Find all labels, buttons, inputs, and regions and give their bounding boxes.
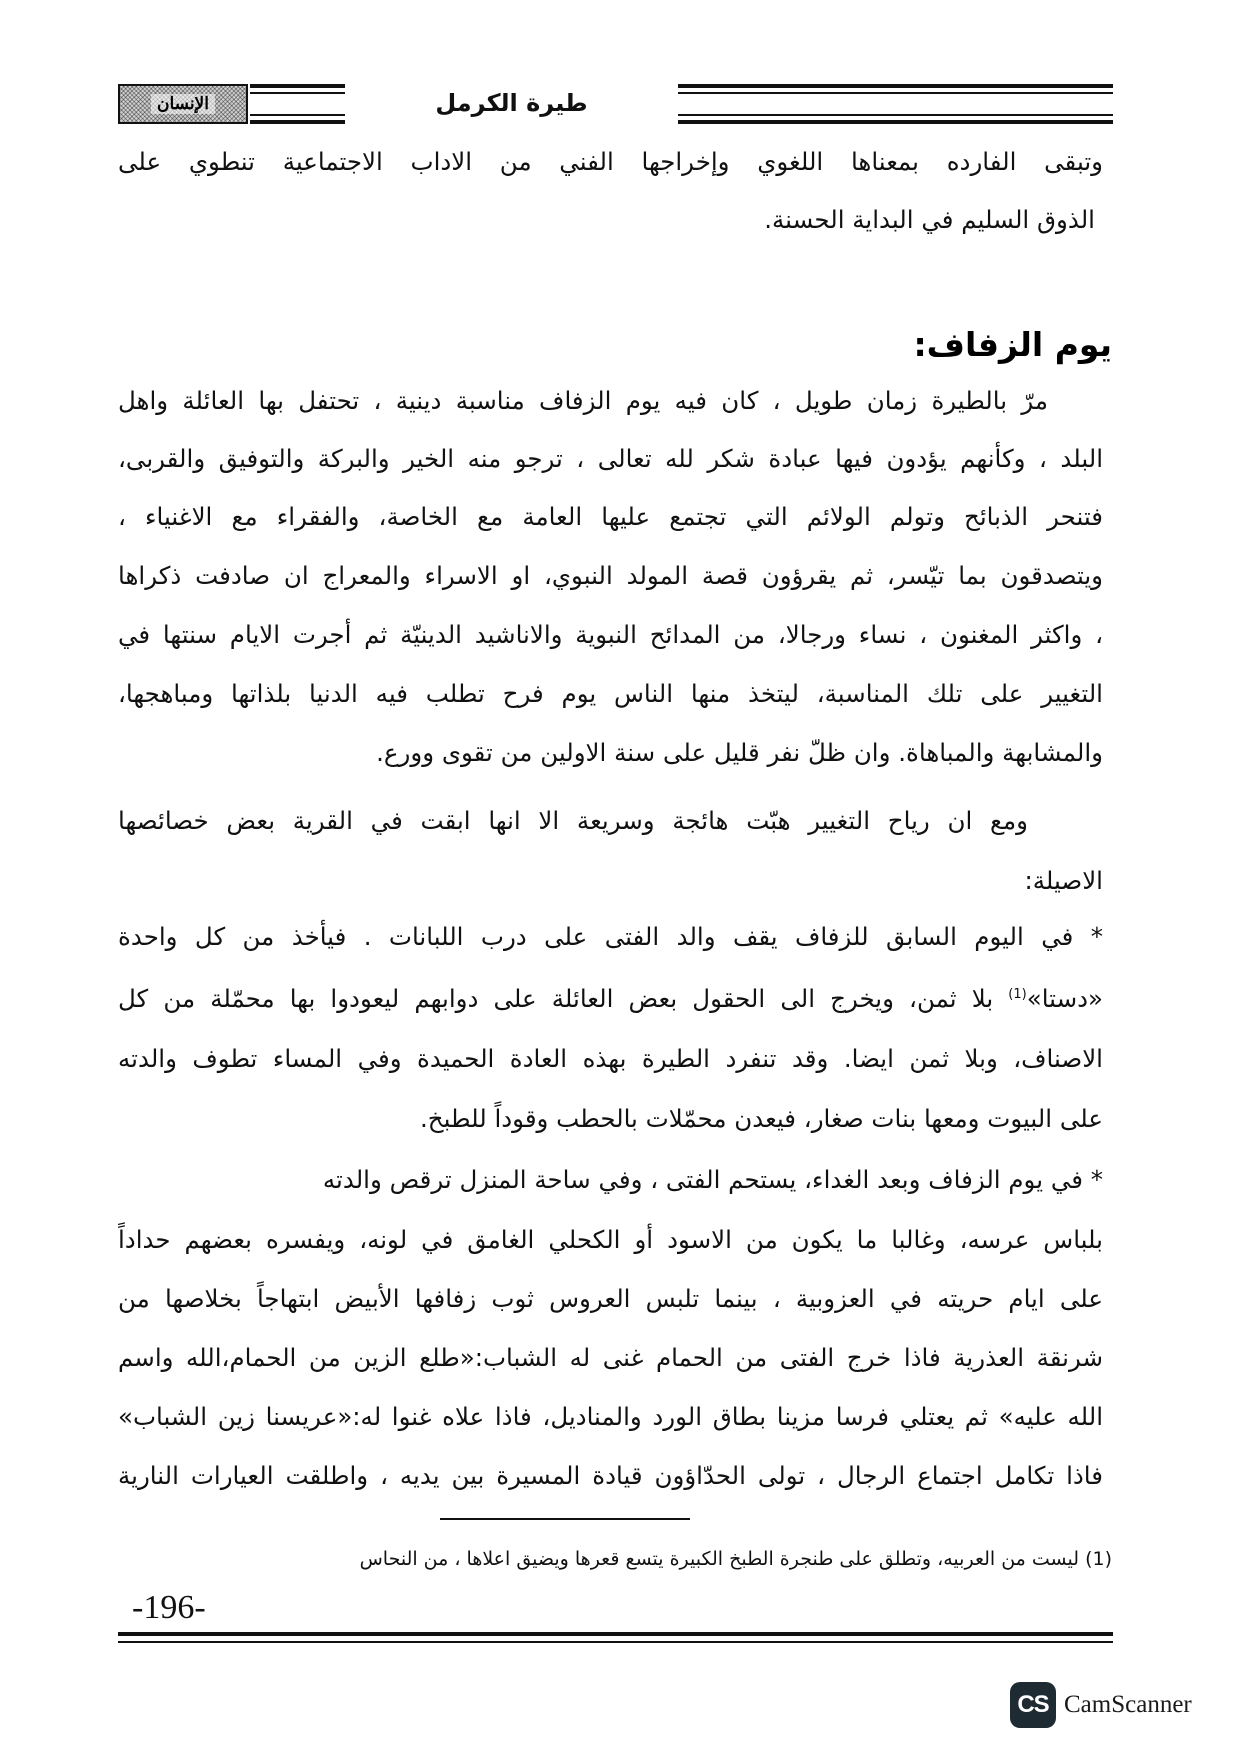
line-text: بلا ثمن، ويخرج الى الحقول بعض العائلة على دوابهم ليعودوا بها محمّلة من كل bbox=[118, 984, 994, 1013]
page-header bbox=[118, 78, 1113, 132]
text-line: بلباس عرسه، وغالبا ما يكون من الاسود أو الكحلي الغامق في لونه، ويفسره بعضهم حداداً bbox=[118, 1225, 1103, 1254]
intro-paragraph bbox=[118, 142, 1103, 242]
text-line: شرنقة العذرية فاذا خرج الفتى من الحمام غنى له الشباب:«طلع الزين من الحمام،الله واسم bbox=[118, 1343, 1103, 1372]
text-line: فاذا تكامل اجتماع الرجال ، تولى الحدّاؤون قيادة المسيرة بين يديه ، واطلقت العيارات النارية bbox=[118, 1461, 1103, 1490]
text-line bbox=[118, 979, 1103, 1019]
header-rule-right bbox=[678, 78, 1113, 132]
paragraph-3 bbox=[118, 917, 1103, 1157]
header-rule-left bbox=[250, 78, 345, 132]
running-title: طيرة الكرمل bbox=[435, 89, 588, 117]
text-line: ، واكثر المغنون ، نساء ورجالا، من المدائح النبوية والاناشيد الدينيّة ثم أجرت الايام سنتها في bbox=[118, 620, 1103, 649]
footnote: (1) ليست من العربيه، وتطلق على طنجرة الطبخ الكبيرة يتسع قعرها ويضيق اعلاها ، من النحاس bbox=[359, 1548, 1112, 1570]
footer-rule bbox=[118, 1632, 1113, 1636]
text-line: ويتصدقون بما تيّسر، ثم يقرؤون قصة المولد النبوي، او الاسراء والمعراج ان صادفت ذكراها bbox=[118, 561, 1103, 590]
camscanner-text: CamScanner bbox=[1064, 1691, 1192, 1718]
footnote-marker: (1) bbox=[1008, 986, 1027, 1002]
text-line: ومع ان رياح التغيير هبّت هائجة وسريعة الا انها ابقت في القرية بعض خصائصها bbox=[118, 806, 1028, 835]
page-number: -196- bbox=[132, 1589, 206, 1626]
text-line: وتبقى الفارده بمعناها اللغوي وإخراجها الفني من الاداب الاجتماعية تنطوي على bbox=[118, 147, 1103, 176]
text-line: * في اليوم السابق للزفاف يقف والد الفتى على درب اللبانات . فيأخذ من كل واحدة bbox=[118, 922, 1103, 951]
footnote-separator bbox=[440, 1518, 690, 1520]
camscanner-logo-icon: CS bbox=[1010, 1682, 1056, 1728]
text-line: على ايام حريته في العزوبية ، بينما تلبس العروس ثوب زفافها الأبيض ابتهاجاً بخلاصها من bbox=[118, 1284, 1103, 1313]
text-line: على البيوت ومعها بنات صغار، فيعدن محمّلات بالحطب وقوداً للطبخ. bbox=[420, 1104, 1103, 1133]
text-line: الذوق السليم في البداية الحسنة. bbox=[764, 205, 1095, 234]
section-heading: يوم الزفاف: bbox=[913, 325, 1112, 364]
text-line: والمشابهة والمباهاة. وان ظلّ نفر قليل على سنة الاولين من تقوى وورع. bbox=[376, 738, 1103, 767]
paragraph-2 bbox=[118, 801, 1103, 911]
header-badge bbox=[118, 84, 248, 124]
text-line: مرّ بالطيرة زمان طويل ، كان فيه يوم الزفاف مناسبة دينية ، تحتفل بها العائلة واهل bbox=[118, 386, 1048, 415]
text-line: الاصناف، وبلا ثمن ايضا. وقد تنفرد الطيرة بهذه العادة الحميدة وفي المساء تطوف والدته bbox=[118, 1044, 1103, 1073]
text-line: التغيير على تلك المناسبة، ليتخذ منها الناس يوم فرح تطلب فيه الدنيا بلذاتها ومباهجها، bbox=[118, 679, 1103, 708]
paragraph-4 bbox=[118, 1160, 1103, 1520]
text-line: البلد ، وكأنهم يؤدون فيها عبادة شكر لله تعالى ، ترجو منه الخير والبركة والتوفيق والقربى، bbox=[118, 444, 1103, 473]
text-line: الاصيلة: bbox=[1024, 866, 1103, 895]
text-line: فتنحر الذبائح وتولم الولائم التي تجتمع عليها العامة مع الخاصة، والفقراء مع الاغنياء ، bbox=[118, 502, 1103, 531]
text-line: الله عليه» ثم يعتلي فرسا مزينا بطاق الورد والمناديل، فاذا علاه غنوا له:«عريسنا زين الشباب» bbox=[118, 1402, 1103, 1431]
text-line: * في يوم الزفاف وبعد الغداء، يستحم الفتى ، وفي ساحة المنزل ترقص والدته bbox=[322, 1165, 1103, 1194]
quoted-term: «دستا» bbox=[1026, 984, 1103, 1013]
camscanner-watermark bbox=[1010, 1680, 1192, 1730]
footer-rule bbox=[118, 1641, 1113, 1643]
header-badge-text: الإنسان bbox=[151, 94, 215, 114]
paragraph-1 bbox=[118, 381, 1103, 801]
